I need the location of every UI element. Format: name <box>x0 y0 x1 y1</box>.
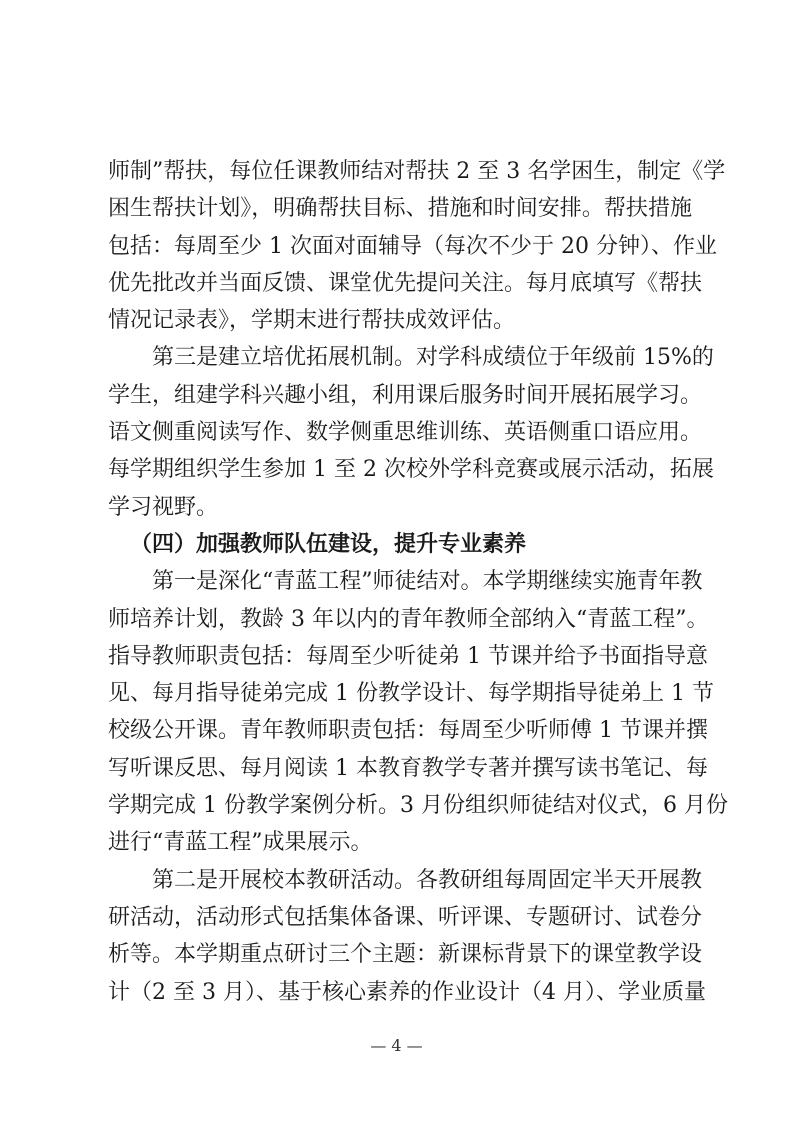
text-line: 计（2 至 3 月）、基于核心素养的作业设计（4 月）、学业质量 <box>108 979 706 1005</box>
text-line: 学期完成 1 份教学案例分析。3 月份组织师徒结对仪式，6 月份 <box>108 793 728 819</box>
text-line: 写听课反思、每月阅读 1 本教育教学专著并撰写读书笔记、每 <box>108 755 708 781</box>
document-body <box>108 153 728 1011</box>
text-line: 第三是建立培优拓展机制。对学科成绩位于年级前 15%的 <box>152 345 714 371</box>
text-line: 研活动，活动形式包括集体备课、听评课、专题研讨、试卷分 <box>108 904 703 930</box>
text-line: 师制”帮扶，每位任课教师结对帮扶 2 至 3 名学困生，制定《学 <box>108 159 726 184</box>
text-line: 每学期组织学生参加 1 至 2 次校外学科竞赛或展示活动，拓展 <box>108 457 714 483</box>
text-line: 情况记录表》，学期末进行帮扶成效评估。 <box>108 308 516 334</box>
text-line: 校级公开课。青年教师职责包括：每周至少听师傅 1 节课并撰 <box>108 718 708 744</box>
section-heading: （四）加强教师队伍建设，提升专业素养 <box>130 530 527 557</box>
text-line: 第一是深化“青蓝工程”师徒结对。本学期继续实施青年教 <box>152 569 703 595</box>
text-line: 学习视野。 <box>108 494 219 520</box>
text-line: 析等。本学期重点研讨三个主题：新课标背景下的课堂教学设 <box>108 942 703 968</box>
text-line: 困生帮扶计划》，明确帮扶目标、措施和时间安排。帮扶措施 <box>108 196 692 222</box>
text-line: 见、每月指导徒弟完成 1 份教学设计、每学期指导徒弟上 1 节 <box>108 681 714 707</box>
text-line: 包括：每周至少 1 次面对面辅导（每次不少于 20 分钟）、作业 <box>108 233 717 259</box>
text-line: 师培养计划，教龄 3 年以内的青年教师全部纳入“青蓝工程”。 <box>108 606 709 632</box>
text-line: 优先批改并当面反馈、课堂优先提问关注。每月底填写《帮扶 <box>108 270 703 296</box>
text-line: 进行“青蓝工程”成果展示。 <box>108 830 373 856</box>
text-line: 第二是开展校本教研活动。各教研组每周固定半天开展教 <box>152 867 703 893</box>
text-line: 指导教师职责包括：每周至少听徒弟 1 节课并给予书面指导意 <box>108 643 708 669</box>
text-line: 语文侧重阅读写作、数学侧重思维训练、英语侧重口语应用。 <box>108 420 703 446</box>
text-line: 学生，组建学科兴趣小组，利用课后服务时间开展拓展学习。 <box>108 382 703 408</box>
page-number: — 4 — <box>370 1036 423 1055</box>
